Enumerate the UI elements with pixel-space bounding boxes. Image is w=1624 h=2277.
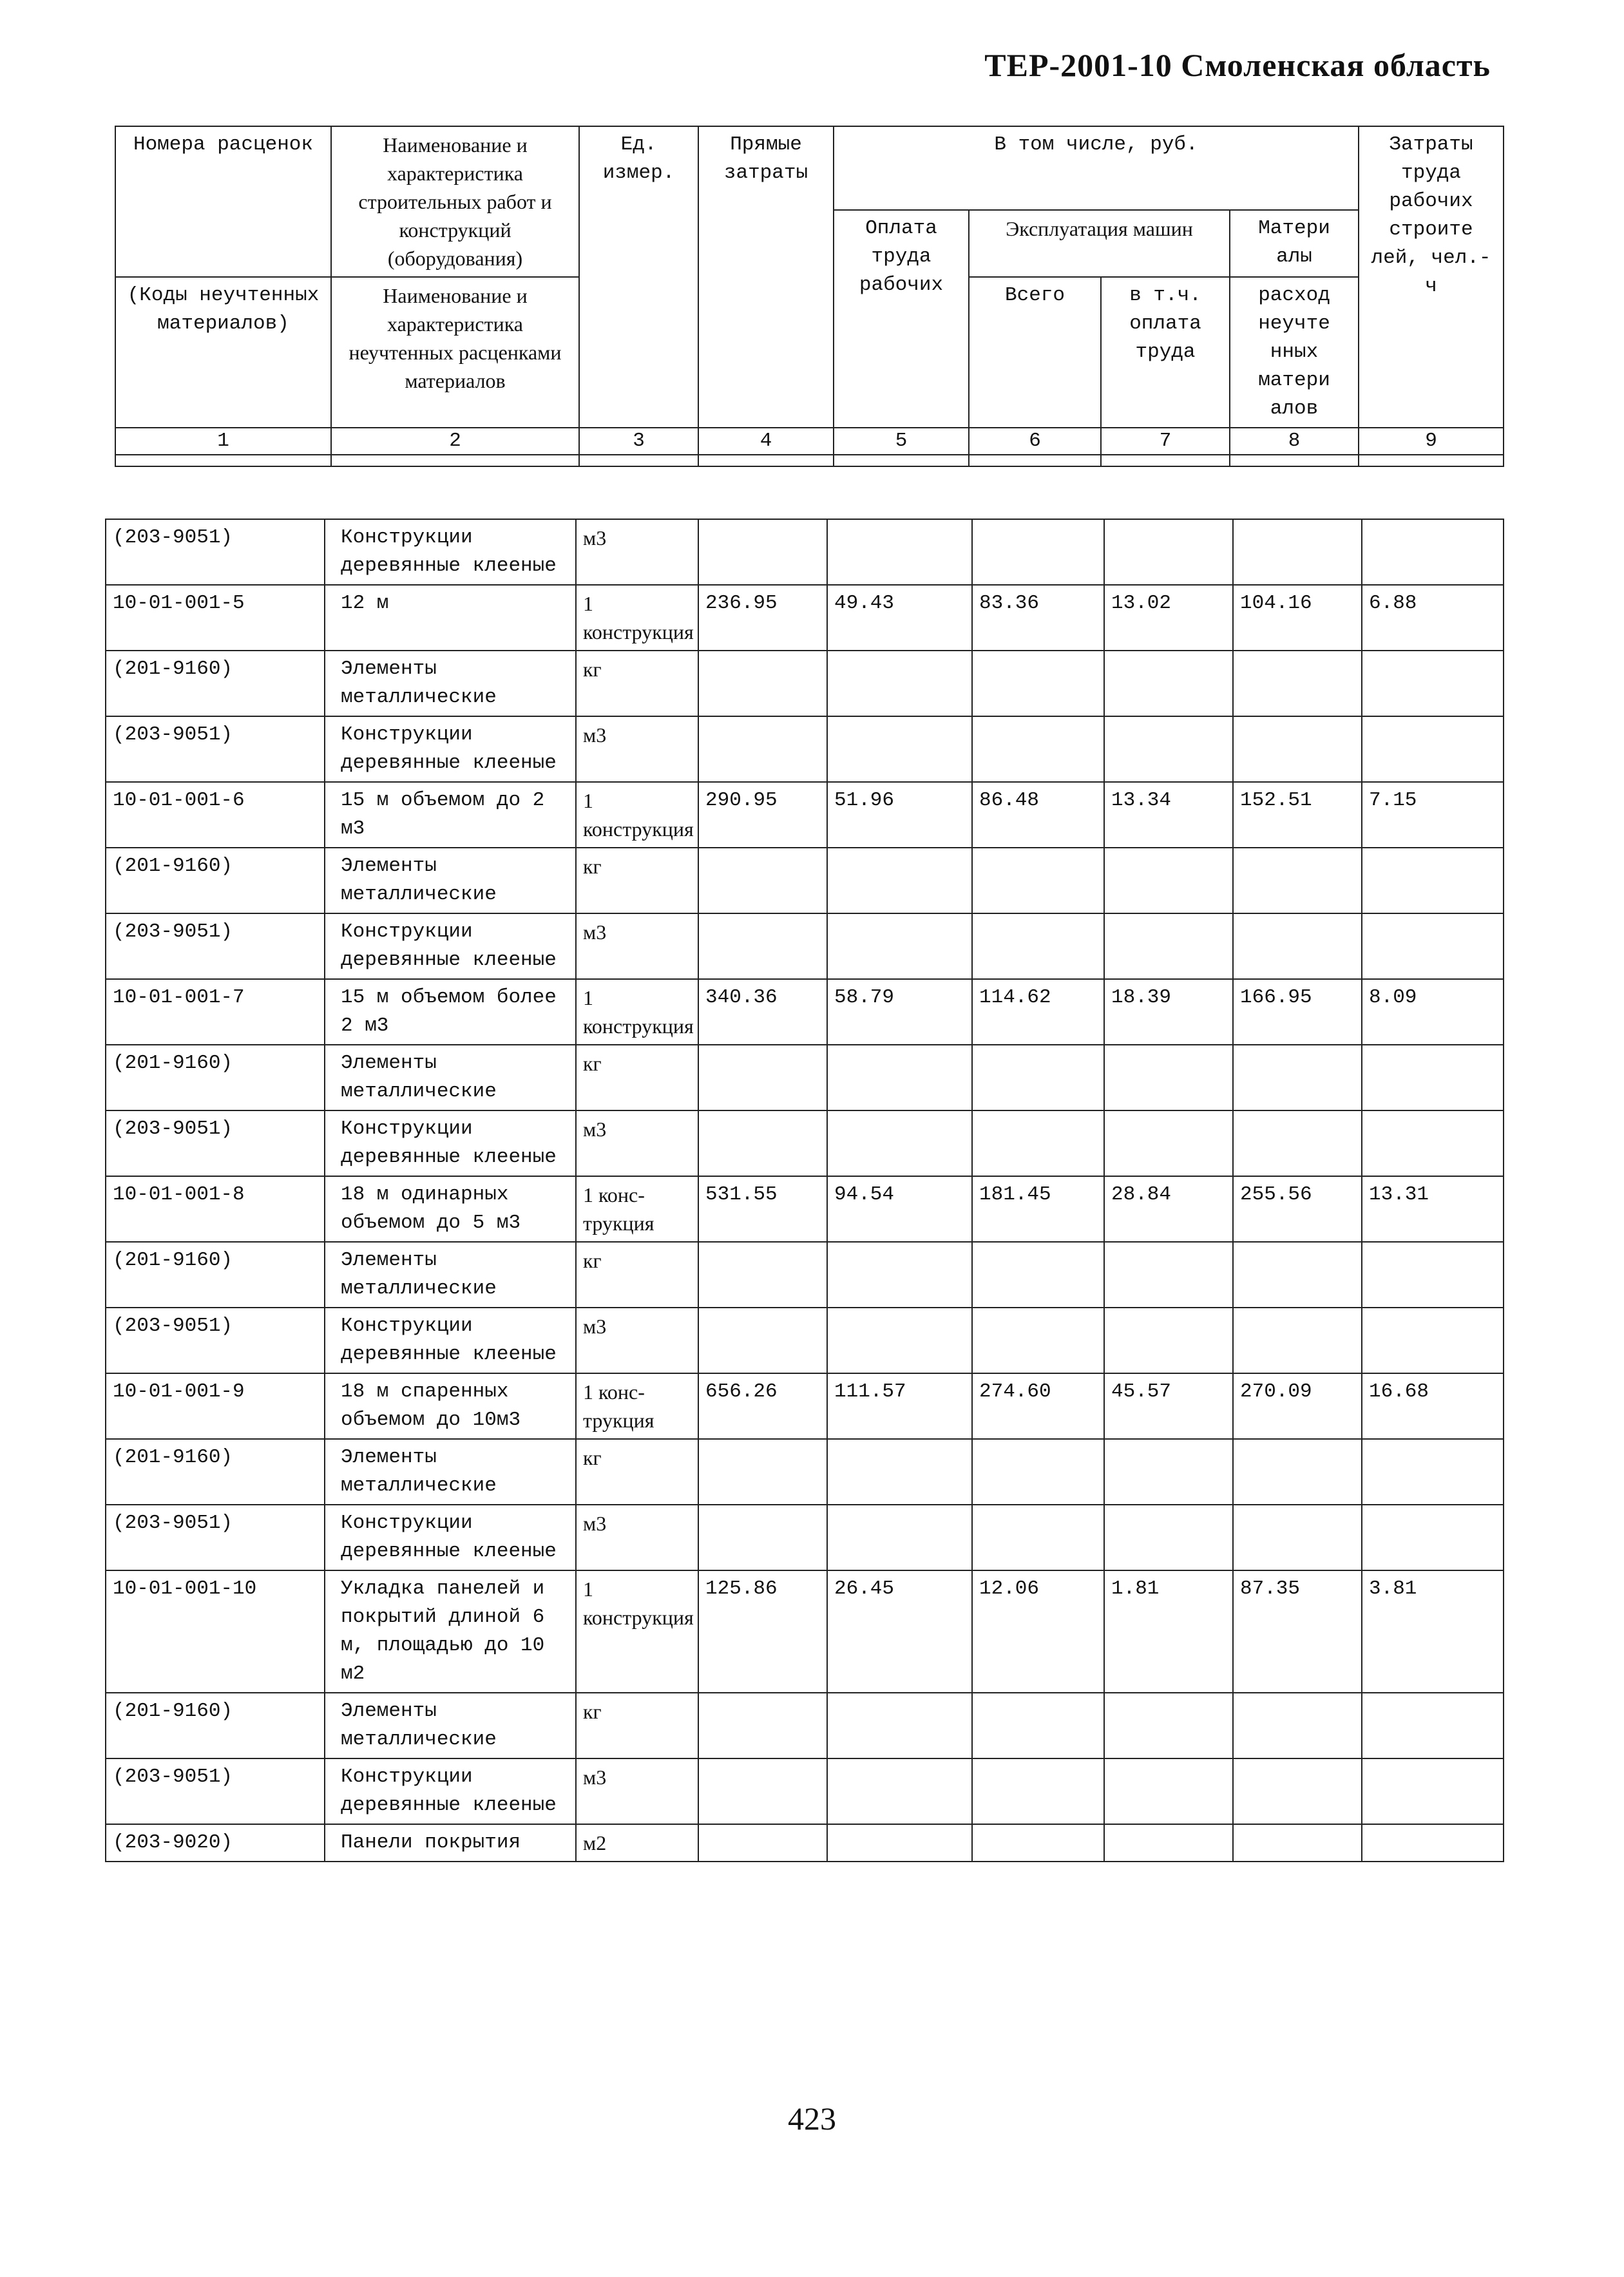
rate-code: 10-01-001-6 bbox=[106, 782, 325, 848]
labor-pay bbox=[827, 1045, 972, 1110]
machines-labor bbox=[1104, 519, 1233, 585]
machines-total: 114.62 bbox=[972, 979, 1104, 1045]
labor-pay: 49.43 bbox=[827, 585, 972, 651]
direct-costs bbox=[698, 1824, 827, 1862]
materials bbox=[1233, 1505, 1362, 1570]
machines-labor bbox=[1104, 1308, 1233, 1373]
item-name: Конструкции деревянные клееные bbox=[325, 1308, 576, 1373]
table-row bbox=[106, 716, 1504, 782]
machines-total: 274.60 bbox=[972, 1373, 1104, 1439]
machines-total bbox=[972, 1758, 1104, 1824]
machines-labor: 1.81 bbox=[1104, 1570, 1233, 1693]
machines-labor bbox=[1104, 1110, 1233, 1176]
rate-code: (203-9051) bbox=[106, 519, 325, 585]
direct-costs: 340.36 bbox=[698, 979, 827, 1045]
labor-pay bbox=[827, 1308, 972, 1373]
table-row bbox=[106, 1693, 1504, 1758]
labor-pay bbox=[827, 913, 972, 979]
direct-costs: 236.95 bbox=[698, 585, 827, 651]
rate-code: 10-01-001-5 bbox=[106, 585, 325, 651]
unit: м3 bbox=[576, 1110, 698, 1176]
rate-code: (203-9051) bbox=[106, 1308, 325, 1373]
item-name: Элементы металлические bbox=[325, 1242, 576, 1308]
direct-costs bbox=[698, 1758, 827, 1824]
item-name: 15 м объемом более 2 м3 bbox=[325, 979, 576, 1045]
machines-labor bbox=[1104, 651, 1233, 716]
direct-costs: 290.95 bbox=[698, 782, 827, 848]
machines-total bbox=[972, 1110, 1104, 1176]
labor-hours bbox=[1362, 913, 1504, 979]
materials bbox=[1233, 1439, 1362, 1505]
labor-hours: 8.09 bbox=[1362, 979, 1504, 1045]
materials bbox=[1233, 716, 1362, 782]
direct-costs bbox=[698, 651, 827, 716]
machines-total bbox=[972, 1439, 1104, 1505]
machines-total: 86.48 bbox=[972, 782, 1104, 848]
header-direct-costs: Прямые затраты bbox=[698, 126, 834, 428]
item-name: Элементы металлические bbox=[325, 1693, 576, 1758]
item-name: Конструкции деревянные клееные bbox=[325, 1110, 576, 1176]
machines-total: 83.36 bbox=[972, 585, 1104, 651]
machines-labor bbox=[1104, 1242, 1233, 1308]
materials: 255.56 bbox=[1233, 1176, 1362, 1242]
direct-costs bbox=[698, 1242, 827, 1308]
rate-code: (201-9160) bbox=[106, 651, 325, 716]
item-name: Элементы металлические bbox=[325, 1045, 576, 1110]
machines-labor bbox=[1104, 1505, 1233, 1570]
labor-pay bbox=[827, 1439, 972, 1505]
machines-total: 181.45 bbox=[972, 1176, 1104, 1242]
unit: кг bbox=[576, 651, 698, 716]
rate-code: (201-9160) bbox=[106, 1242, 325, 1308]
labor-pay bbox=[827, 1242, 972, 1308]
machines-total bbox=[972, 848, 1104, 913]
unit: кг bbox=[576, 1693, 698, 1758]
column-number: 3 bbox=[579, 428, 698, 455]
labor-pay bbox=[827, 651, 972, 716]
unit: 1 конструкция bbox=[576, 782, 698, 848]
header-labor-pay: Оплата труда рабочих bbox=[834, 210, 969, 428]
labor-pay bbox=[827, 1505, 972, 1570]
materials bbox=[1233, 1110, 1362, 1176]
item-name: 15 м объемом до 2 м3 bbox=[325, 782, 576, 848]
rate-code: (203-9020) bbox=[106, 1824, 325, 1862]
table-row bbox=[106, 1758, 1504, 1824]
machines-labor: 18.39 bbox=[1104, 979, 1233, 1045]
column-number: 5 bbox=[834, 428, 969, 455]
materials: 270.09 bbox=[1233, 1373, 1362, 1439]
column-number: 9 bbox=[1359, 428, 1504, 455]
column-number: 7 bbox=[1101, 428, 1230, 455]
unit: 1 конс-трукция bbox=[576, 1373, 698, 1439]
materials bbox=[1233, 913, 1362, 979]
direct-costs bbox=[698, 519, 827, 585]
item-name: 18 м одинарных объемом до 5 м3 bbox=[325, 1176, 576, 1242]
item-name: 18 м спаренных объемом до 10м3 bbox=[325, 1373, 576, 1439]
machines-total bbox=[972, 1693, 1104, 1758]
machines-labor: 45.57 bbox=[1104, 1373, 1233, 1439]
item-name: Панели покрытия bbox=[325, 1824, 576, 1862]
labor-pay: 111.57 bbox=[827, 1373, 972, 1439]
labor-hours bbox=[1362, 651, 1504, 716]
rate-code: (201-9160) bbox=[106, 1693, 325, 1758]
unit: кг bbox=[576, 1439, 698, 1505]
machines-total bbox=[972, 1045, 1104, 1110]
direct-costs bbox=[698, 1505, 827, 1570]
table-row bbox=[106, 1505, 1504, 1570]
rate-code: 10-01-001-8 bbox=[106, 1176, 325, 1242]
labor-pay: 58.79 bbox=[827, 979, 972, 1045]
item-name: Элементы металлические bbox=[325, 651, 576, 716]
materials: 87.35 bbox=[1233, 1570, 1362, 1693]
materials bbox=[1233, 1242, 1362, 1308]
rate-code: 10-01-001-7 bbox=[106, 979, 325, 1045]
materials bbox=[1233, 651, 1362, 716]
rate-code: (203-9051) bbox=[106, 1505, 325, 1570]
machines-labor: 13.02 bbox=[1104, 585, 1233, 651]
materials bbox=[1233, 1693, 1362, 1758]
labor-hours bbox=[1362, 848, 1504, 913]
table-row bbox=[106, 1110, 1504, 1176]
machines-total: 12.06 bbox=[972, 1570, 1104, 1693]
labor-hours bbox=[1362, 1824, 1504, 1862]
labor-hours bbox=[1362, 716, 1504, 782]
header-unit: Ед. измер. bbox=[579, 126, 698, 428]
materials bbox=[1233, 1824, 1362, 1862]
table-row bbox=[106, 1242, 1504, 1308]
machines-labor bbox=[1104, 1758, 1233, 1824]
table-row bbox=[106, 848, 1504, 913]
header-machines-labor: в т.ч. оплата труда bbox=[1101, 277, 1230, 428]
table-row bbox=[106, 1045, 1504, 1110]
direct-costs: 125.86 bbox=[698, 1570, 827, 1693]
labor-hours: 6.88 bbox=[1362, 585, 1504, 651]
direct-costs: 656.26 bbox=[698, 1373, 827, 1439]
direct-costs: 531.55 bbox=[698, 1176, 827, 1242]
labor-hours bbox=[1362, 1045, 1504, 1110]
labor-pay: 26.45 bbox=[827, 1570, 972, 1693]
unit: м2 bbox=[576, 1824, 698, 1862]
rate-code: (201-9160) bbox=[106, 1439, 325, 1505]
labor-pay bbox=[827, 1693, 972, 1758]
unit: кг bbox=[576, 848, 698, 913]
table-header bbox=[115, 126, 1504, 467]
materials bbox=[1233, 1308, 1362, 1373]
table-row bbox=[106, 585, 1504, 651]
item-name: Конструкции деревянные клееные bbox=[325, 1758, 576, 1824]
item-name: Конструкции деревянные клееные bbox=[325, 1505, 576, 1570]
item-name: 12 м bbox=[325, 585, 576, 651]
rate-code: (201-9160) bbox=[106, 1045, 325, 1110]
item-name: Укладка панелей и покрытий длиной 6 м, площадью до 10 м2 bbox=[325, 1570, 576, 1693]
column-number: 4 bbox=[698, 428, 834, 455]
header-labor-hours: Затраты труда рабочих строите лей, чел.-ч bbox=[1359, 126, 1504, 428]
direct-costs bbox=[698, 1110, 827, 1176]
column-number: 2 bbox=[331, 428, 579, 455]
labor-hours: 13.31 bbox=[1362, 1176, 1504, 1242]
machines-labor bbox=[1104, 913, 1233, 979]
unit: м3 bbox=[576, 913, 698, 979]
unit: кг bbox=[576, 1045, 698, 1110]
machines-labor bbox=[1104, 1045, 1233, 1110]
unit: кг bbox=[576, 1242, 698, 1308]
table-row bbox=[106, 782, 1504, 848]
table-row bbox=[106, 1308, 1504, 1373]
direct-costs bbox=[698, 716, 827, 782]
labor-pay: 94.54 bbox=[827, 1176, 972, 1242]
machines-labor bbox=[1104, 1693, 1233, 1758]
labor-hours bbox=[1362, 1439, 1504, 1505]
machines-labor: 13.34 bbox=[1104, 782, 1233, 848]
unit: м3 bbox=[576, 1758, 698, 1824]
materials bbox=[1233, 848, 1362, 913]
labor-hours bbox=[1362, 1505, 1504, 1570]
direct-costs bbox=[698, 1308, 827, 1373]
rate-code: (201-9160) bbox=[106, 848, 325, 913]
unit: м3 bbox=[576, 1308, 698, 1373]
machines-labor bbox=[1104, 848, 1233, 913]
header-machines: Эксплуатация машин bbox=[969, 210, 1230, 277]
header-including: В том числе, руб. bbox=[834, 126, 1359, 210]
table-row bbox=[106, 979, 1504, 1045]
labor-hours bbox=[1362, 1693, 1504, 1758]
table-row bbox=[106, 1439, 1504, 1505]
materials: 104.16 bbox=[1233, 585, 1362, 651]
materials bbox=[1233, 1758, 1362, 1824]
labor-pay bbox=[827, 1824, 972, 1862]
header-materials: Матери алы bbox=[1230, 210, 1359, 277]
machines-total bbox=[972, 1824, 1104, 1862]
rate-code: (203-9051) bbox=[106, 1758, 325, 1824]
direct-costs bbox=[698, 848, 827, 913]
labor-pay bbox=[827, 519, 972, 585]
item-name: Конструкции деревянные клееные bbox=[325, 716, 576, 782]
header-materials-consumption: расход неучте нных матери алов bbox=[1230, 277, 1359, 428]
machines-labor bbox=[1104, 1824, 1233, 1862]
materials: 152.51 bbox=[1233, 782, 1362, 848]
item-name: Элементы металлические bbox=[325, 848, 576, 913]
labor-hours bbox=[1362, 1110, 1504, 1176]
table-row bbox=[106, 651, 1504, 716]
unit: 1 конс-трукция bbox=[576, 1176, 698, 1242]
labor-hours bbox=[1362, 1242, 1504, 1308]
materials bbox=[1233, 1045, 1362, 1110]
column-number: 8 bbox=[1230, 428, 1359, 455]
page-number: 423 bbox=[788, 2101, 836, 2137]
labor-hours bbox=[1362, 519, 1504, 585]
machines-labor: 28.84 bbox=[1104, 1176, 1233, 1242]
header-codes: Номера расценок bbox=[115, 126, 331, 277]
labor-hours bbox=[1362, 1758, 1504, 1824]
header-work-name: Наименование и характеристика строительных работ и конструкций (оборудования) bbox=[331, 126, 579, 277]
header-machines-total: Всего bbox=[969, 277, 1101, 428]
machines-total bbox=[972, 716, 1104, 782]
header-unlisted-materials: Наименование и характеристика неучтенных расценками материалов bbox=[331, 277, 579, 428]
machines-total bbox=[972, 1505, 1104, 1570]
table-row bbox=[106, 913, 1504, 979]
rate-code: 10-01-001-9 bbox=[106, 1373, 325, 1439]
machines-labor bbox=[1104, 716, 1233, 782]
unit: м3 bbox=[576, 716, 698, 782]
labor-hours: 16.68 bbox=[1362, 1373, 1504, 1439]
materials bbox=[1233, 519, 1362, 585]
machines-total bbox=[972, 913, 1104, 979]
direct-costs bbox=[698, 1693, 827, 1758]
direct-costs bbox=[698, 1045, 827, 1110]
rate-code: (203-9051) bbox=[106, 1110, 325, 1176]
table-row bbox=[106, 1570, 1504, 1693]
labor-hours: 7.15 bbox=[1362, 782, 1504, 848]
table-row bbox=[106, 1373, 1504, 1439]
labor-hours: 3.81 bbox=[1362, 1570, 1504, 1693]
labor-pay bbox=[827, 716, 972, 782]
materials: 166.95 bbox=[1233, 979, 1362, 1045]
rate-code: 10-01-001-10 bbox=[106, 1570, 325, 1693]
column-number: 1 bbox=[115, 428, 331, 455]
header-codes-unlisted: (Коды неучтенных материалов) bbox=[115, 277, 331, 428]
machines-total bbox=[972, 651, 1104, 716]
unit: м3 bbox=[576, 1505, 698, 1570]
unit: 1 конструкция bbox=[576, 979, 698, 1045]
labor-pay bbox=[827, 1758, 972, 1824]
table-row bbox=[106, 1824, 1504, 1862]
page-title: ТЕР-2001-10 Смоленская область bbox=[984, 47, 1491, 83]
rate-code: (203-9051) bbox=[106, 716, 325, 782]
column-number: 6 bbox=[969, 428, 1101, 455]
machines-total bbox=[972, 1242, 1104, 1308]
item-name: Элементы металлические bbox=[325, 1439, 576, 1505]
item-name: Конструкции деревянные клееные bbox=[325, 913, 576, 979]
direct-costs bbox=[698, 1439, 827, 1505]
item-name: Конструкции деревянные клееные bbox=[325, 519, 576, 585]
rates-table bbox=[105, 519, 1504, 1862]
direct-costs bbox=[698, 913, 827, 979]
table-row bbox=[106, 1176, 1504, 1242]
labor-pay bbox=[827, 1110, 972, 1176]
labor-pay: 51.96 bbox=[827, 782, 972, 848]
unit: 1 конструкция bbox=[576, 585, 698, 651]
machines-total bbox=[972, 519, 1104, 585]
machines-total bbox=[972, 1308, 1104, 1373]
labor-pay bbox=[827, 848, 972, 913]
table-row bbox=[106, 519, 1504, 585]
rate-code: (203-9051) bbox=[106, 913, 325, 979]
unit: 1 конструкция bbox=[576, 1570, 698, 1693]
labor-hours bbox=[1362, 1308, 1504, 1373]
unit: м3 bbox=[576, 519, 698, 585]
machines-labor bbox=[1104, 1439, 1233, 1505]
